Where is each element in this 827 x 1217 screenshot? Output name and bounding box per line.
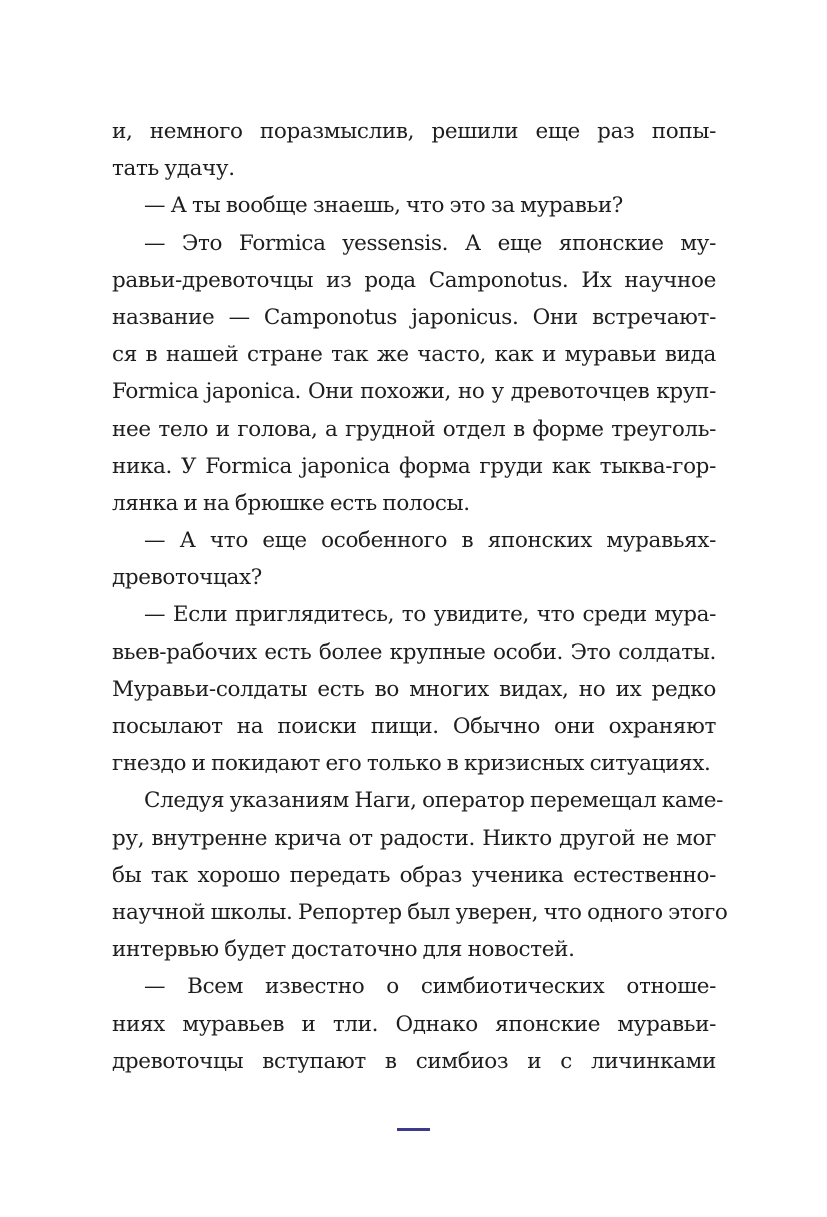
text-line: и, немного поразмыслив, решили еще раз попы- <box>112 119 716 144</box>
text-line: ниях муравьев и тли. Однако японские муравьи- <box>112 1011 716 1037</box>
text-line: вьев-рабочих есть более крупные особи. Это солдаты. <box>112 639 716 665</box>
text-line: лянка и на брюшке есть полосы. <box>112 490 470 516</box>
page-marker <box>397 1128 430 1131</box>
text-line: — Всем известно о симбиотических отноше- <box>144 974 716 1000</box>
text-line: — Если приглядитесь, то увидите, что среди мура- <box>144 602 716 628</box>
text-line: ника. У Formica japonica форма груди как тыква-гор- <box>112 453 716 479</box>
text-line: научной школы. Репортер был уверен, что одного этого <box>112 899 728 925</box>
text-line: Следуя указаниям Наги, оператор перемещал каме- <box>144 788 723 814</box>
text-line: древоточцы вступают в симбиоз и с личинками <box>112 1048 716 1074</box>
text-line: название — Camponotus japonicus. Они встречают- <box>112 304 716 330</box>
text-line: бы так хорошо передать образ ученика естественно- <box>112 862 716 888</box>
text-line: древоточцах? <box>112 565 262 591</box>
text-line: ру, внутренне крича от радости. Никто другой не мог <box>112 825 716 851</box>
text-line: Муравьи-солдаты есть во многих видах, но их редко <box>112 676 716 702</box>
text-line: — А ты вообще знаешь, что это за муравьи? <box>144 193 623 219</box>
text-line: ся в нашей стране так же часто, как и муравьи вида <box>112 342 716 368</box>
text-line: гнездо и покидают его только в кризисных ситуациях. <box>112 751 711 777</box>
text-line: равьи-древоточцы из рода Camponotus. Их научное <box>112 267 716 293</box>
text-line: нее тело и голова, а грудной отдел в форме треуголь- <box>112 416 716 442</box>
text-line: интервью будет достаточно для новостей. <box>112 937 575 963</box>
page-body <box>112 113 728 1080</box>
text-line: — А что еще особенного в японских муравьях- <box>144 528 716 554</box>
text-line: — Это Formica yessensis. А еще японские му- <box>144 230 716 256</box>
text-line: тать удачу. <box>112 156 235 182</box>
text-line: посылают на поиски пищи. Обычно они охраняют <box>112 714 716 739</box>
text-line: Formica japonica. Они похожи, но у древоточцев круп- <box>112 379 716 405</box>
